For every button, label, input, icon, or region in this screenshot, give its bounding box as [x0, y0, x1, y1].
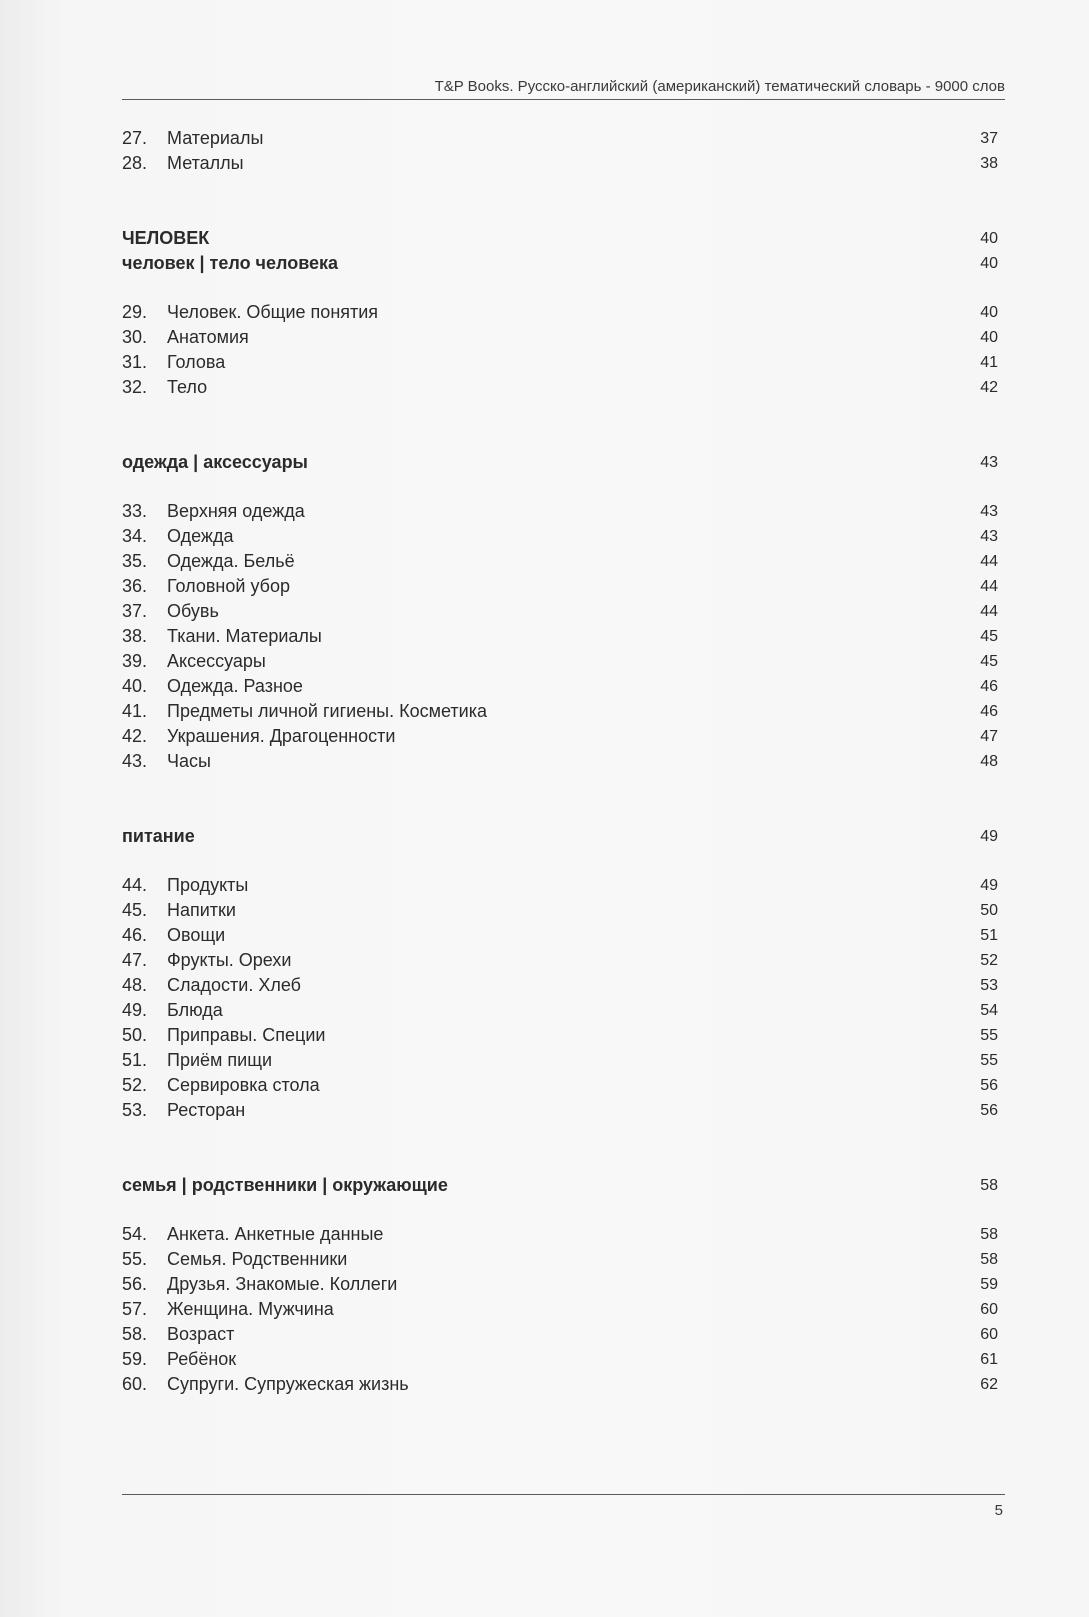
toc-entry-number: 51.	[122, 1050, 148, 1070]
toc-entry-number: 43.	[122, 751, 148, 771]
toc-entry[interactable]	[122, 1222, 998, 1247]
subsection-title: одежда | аксессуары	[122, 452, 308, 472]
toc-entry[interactable]	[122, 749, 998, 774]
spacer	[122, 774, 998, 824]
toc-entry[interactable]	[122, 998, 998, 1023]
toc-entry-page: 51	[980, 927, 998, 944]
toc-block-food	[122, 873, 998, 1123]
toc-entry[interactable]	[122, 624, 998, 649]
toc-entry-title: Предметы личной гигиены. Косметика	[167, 701, 487, 721]
table-of-contents	[122, 126, 998, 1397]
running-head: T&P Books. Русско-английский (американский) тематический словарь - 9000 слов	[434, 78, 1005, 95]
toc-entry-number: 44.	[122, 875, 148, 895]
toc-entry-number: 53.	[122, 1100, 148, 1120]
toc-entry-title: Сладости. Хлеб	[167, 975, 301, 995]
toc-entry-title: Тело	[167, 377, 208, 397]
toc-entry-number: 36.	[122, 576, 148, 596]
toc-entry-page: 47	[980, 728, 998, 745]
toc-entry-page: 46	[980, 678, 998, 695]
toc-entry[interactable]	[122, 151, 998, 176]
toc-entry[interactable]	[122, 1023, 998, 1048]
toc-entry-page: 44	[980, 603, 998, 620]
toc-entry-number: 47.	[122, 950, 148, 970]
toc-subsection-heading[interactable]	[122, 251, 998, 276]
toc-entry-number: 41.	[122, 701, 148, 721]
toc-entry[interactable]	[122, 1048, 998, 1073]
toc-entry-page: 60	[980, 1301, 998, 1318]
toc-entry-number: 59.	[122, 1349, 148, 1369]
toc-entry-number: 29.	[122, 302, 148, 322]
toc-section-heading[interactable]	[122, 226, 998, 251]
subsection-page: 43	[980, 454, 998, 471]
toc-entry-title: Головной убор	[167, 576, 290, 596]
toc-subsection-heading[interactable]	[122, 824, 998, 849]
toc-entry-page: 46	[980, 703, 998, 720]
toc-entry-number: 35.	[122, 551, 148, 571]
toc-entry-page: 42	[980, 379, 998, 396]
spacer	[122, 400, 998, 450]
toc-entry-number: 27.	[122, 128, 148, 148]
toc-entry[interactable]	[122, 724, 998, 749]
toc-entry-page: 59	[980, 1276, 998, 1293]
toc-entry-title: Фрукты. Орехи	[167, 950, 292, 970]
spacer	[122, 1123, 998, 1173]
toc-entry-title: Одежда. Бельё	[167, 551, 295, 571]
toc-entry[interactable]	[122, 1272, 998, 1297]
subsection-page: 49	[980, 828, 998, 845]
toc-entry-page: 48	[980, 753, 998, 770]
toc-entry[interactable]	[122, 499, 998, 524]
toc-entry-page: 58	[980, 1251, 998, 1268]
toc-entry-title: Овощи	[167, 925, 226, 945]
toc-entry[interactable]	[122, 674, 998, 699]
toc-entry-page: 40	[980, 329, 998, 346]
toc-entry[interactable]	[122, 599, 998, 624]
toc-entry-title: Человек. Общие понятия	[167, 302, 379, 322]
toc-entry-number: 37.	[122, 601, 148, 621]
toc-entry[interactable]	[122, 1073, 998, 1098]
toc-entry[interactable]	[122, 923, 998, 948]
toc-entry-title: Металлы	[167, 153, 244, 173]
toc-entry-number: 33.	[122, 501, 148, 521]
toc-entry-page: 38	[980, 155, 998, 172]
toc-entry-number: 55.	[122, 1249, 148, 1269]
toc-entry[interactable]	[122, 126, 998, 151]
toc-block-materials	[122, 126, 998, 176]
toc-entry-page: 45	[980, 653, 998, 670]
toc-entry-title: Верхняя одежда	[167, 501, 305, 521]
toc-entry-title: Часы	[167, 751, 211, 771]
toc-entry[interactable]	[122, 574, 998, 599]
spacer	[122, 475, 998, 499]
toc-entry-page: 52	[980, 952, 998, 969]
toc-entry[interactable]	[122, 973, 998, 998]
toc-entry-page: 55	[980, 1052, 998, 1069]
toc-entry[interactable]	[122, 1372, 998, 1397]
toc-entry-page: 60	[980, 1326, 998, 1343]
toc-entry-page: 45	[980, 628, 998, 645]
toc-entry-title: Супруги. Супружеская жизнь	[167, 1374, 409, 1394]
toc-entry-page: 43	[980, 503, 998, 520]
subsection-page: 40	[980, 255, 998, 272]
toc-entry-title: Анкета. Анкетные данные	[167, 1224, 384, 1244]
toc-entry[interactable]	[122, 1297, 998, 1322]
toc-entry-title: Семья. Родственники	[167, 1249, 348, 1269]
toc-block-clothes	[122, 499, 998, 774]
toc-entry[interactable]	[122, 1347, 998, 1372]
toc-entry-number: 34.	[122, 526, 148, 546]
toc-entry-number: 57.	[122, 1299, 148, 1319]
toc-entry-number: 38.	[122, 626, 148, 646]
toc-entry-title: Украшения. Драгоценности	[167, 726, 396, 746]
toc-entry-title: Блюда	[167, 1000, 223, 1020]
toc-subsection-heading[interactable]	[122, 1173, 998, 1198]
toc-entry-page: 56	[980, 1077, 998, 1094]
spacer	[122, 176, 998, 226]
toc-entry-page: 54	[980, 1002, 998, 1019]
toc-entry-number: 45.	[122, 900, 148, 920]
toc-entry-number: 32.	[122, 377, 148, 397]
toc-entry-number: 28.	[122, 153, 148, 173]
toc-entry[interactable]	[122, 375, 998, 400]
toc-entry-title: Аксессуары	[167, 651, 266, 671]
subsection-page: 58	[980, 1177, 998, 1194]
toc-block-body	[122, 300, 998, 400]
subsection-title: питание	[122, 826, 195, 846]
section-page: 40	[980, 230, 998, 247]
toc-entry-page: 49	[980, 877, 998, 894]
toc-entry-number: 30.	[122, 327, 148, 347]
spacer	[122, 1198, 998, 1222]
toc-entry-number: 60.	[122, 1374, 148, 1394]
toc-entry[interactable]	[122, 699, 998, 724]
toc-entry-number: 50.	[122, 1025, 148, 1045]
toc-entry-page: 56	[980, 1102, 998, 1119]
toc-entry-number: 49.	[122, 1000, 148, 1020]
toc-entry-title: Возраст	[167, 1324, 235, 1344]
toc-entry-number: 54.	[122, 1224, 148, 1244]
toc-entry-title: Ребёнок	[167, 1349, 237, 1369]
footer-rule	[122, 1494, 1005, 1495]
toc-entry-title: Сервировка стола	[167, 1075, 320, 1095]
toc-entry-page: 43	[980, 528, 998, 545]
toc-entry-number: 31.	[122, 352, 148, 372]
toc-entry-page: 44	[980, 578, 998, 595]
toc-entry-number: 58.	[122, 1324, 148, 1344]
toc-entry-page: 62	[980, 1376, 998, 1393]
toc-entry-title: Ресторан	[167, 1100, 246, 1120]
toc-entry-number: 42.	[122, 726, 148, 746]
toc-entry-title: Обувь	[167, 601, 219, 621]
toc-entry[interactable]	[122, 649, 998, 674]
toc-entry-number: 52.	[122, 1075, 148, 1095]
toc-entry[interactable]	[122, 873, 998, 898]
toc-entry-page: 58	[980, 1226, 998, 1243]
toc-entry-title: Ткани. Материалы	[167, 626, 322, 646]
toc-entry-title: Одежда	[167, 526, 234, 546]
subsection-title: семья | родственники | окружающие	[122, 1175, 448, 1195]
toc-entry-title: Продукты	[167, 875, 249, 895]
section-title: ЧЕЛОВЕК	[122, 228, 210, 248]
toc-entry-title: Друзья. Знакомые. Коллеги	[167, 1274, 398, 1294]
toc-entry-page: 55	[980, 1027, 998, 1044]
toc-subsection-heading[interactable]	[122, 450, 998, 475]
toc-entry-title: Голова	[167, 352, 226, 372]
toc-entry-page: 53	[980, 977, 998, 994]
toc-entry-title: Напитки	[167, 900, 236, 920]
toc-entry-number: 56.	[122, 1274, 148, 1294]
toc-entry[interactable]	[122, 350, 998, 375]
toc-entry-page: 61	[980, 1351, 998, 1368]
toc-entry[interactable]	[122, 1098, 998, 1123]
toc-entry[interactable]	[122, 524, 998, 549]
page-number: 5	[994, 1502, 1003, 1519]
toc-entry[interactable]	[122, 948, 998, 973]
toc-entry-number: 48.	[122, 975, 148, 995]
toc-entry[interactable]	[122, 898, 998, 923]
toc-entry[interactable]	[122, 1322, 998, 1347]
spacer	[122, 276, 998, 300]
toc-entry-number: 39.	[122, 651, 148, 671]
toc-entry[interactable]	[122, 300, 998, 325]
toc-entry-title: Приём пищи	[167, 1050, 273, 1070]
toc-entry[interactable]	[122, 325, 998, 350]
toc-entry-number: 40.	[122, 676, 148, 696]
toc-entry-page: 50	[980, 902, 998, 919]
toc-entry-title: Женщина. Мужчина	[167, 1299, 334, 1319]
toc-entry-page: 37	[980, 130, 998, 147]
toc-entry-page: 41	[980, 354, 998, 371]
toc-entry-number: 46.	[122, 925, 148, 945]
toc-entry[interactable]	[122, 1247, 998, 1272]
toc-entry-title: Анатомия	[167, 327, 249, 347]
toc-block-family	[122, 1222, 998, 1397]
toc-entry-title: Приправы. Специи	[167, 1025, 326, 1045]
toc-entry-title: Материалы	[167, 128, 264, 148]
toc-entry-title: Одежда. Разное	[167, 676, 303, 696]
header-rule	[122, 99, 1005, 100]
toc-entry-page: 40	[980, 304, 998, 321]
spacer	[122, 849, 998, 873]
toc-entry-page: 44	[980, 553, 998, 570]
subsection-title: человек | тело человека	[122, 253, 339, 273]
toc-entry[interactable]	[122, 549, 998, 574]
